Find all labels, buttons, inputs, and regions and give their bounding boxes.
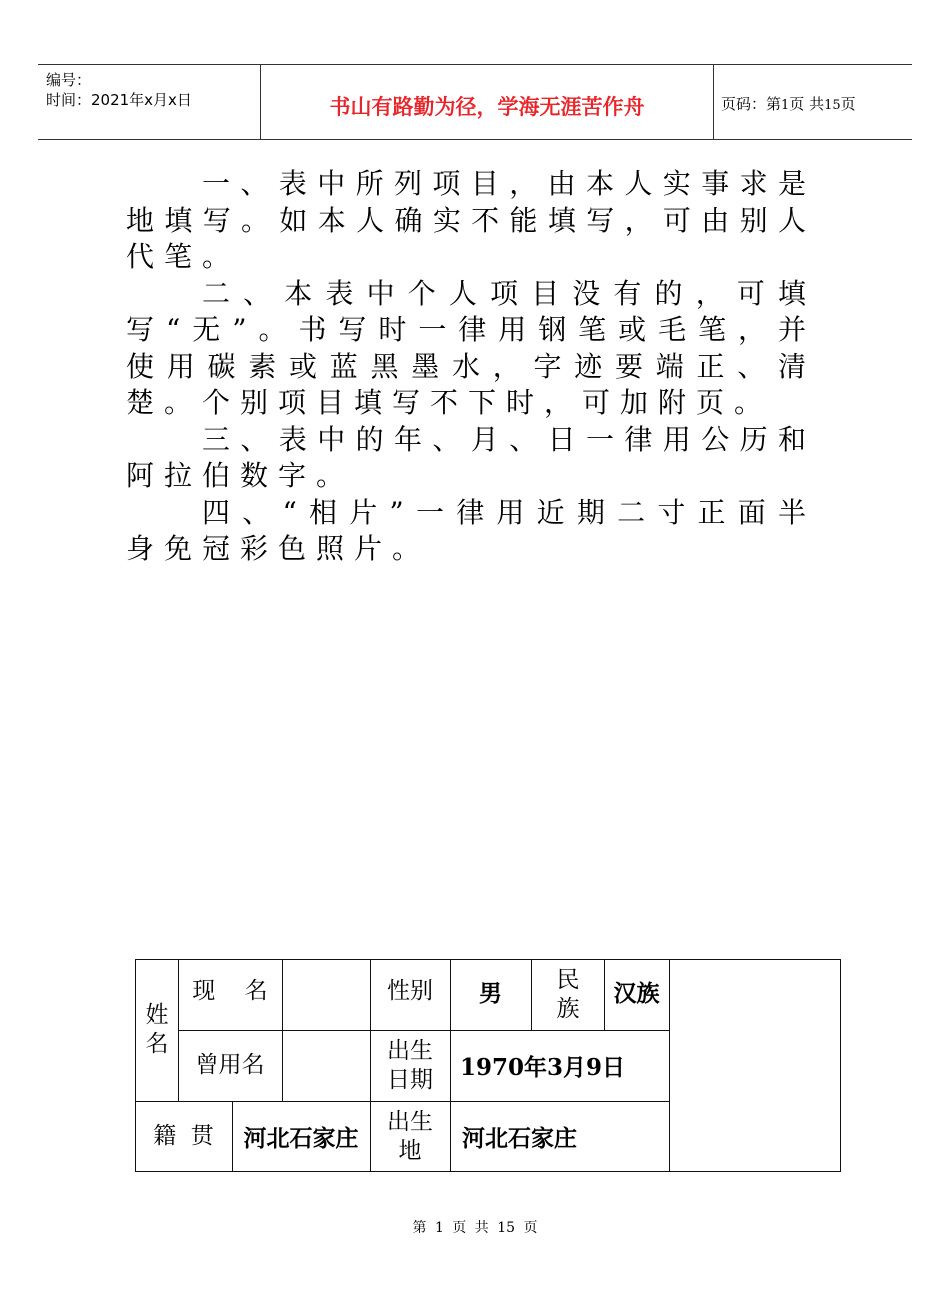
header-motto-cell: [260, 65, 714, 139]
gender-value[interactable]: 男: [479, 980, 502, 1007]
native-place-value[interactable]: 河北石家庄: [243, 1125, 359, 1152]
instructions: [126, 166, 816, 568]
page-total: 15: [824, 98, 841, 113]
motto: 书山有路勤为径，学海无涯苦作舟: [329, 95, 645, 119]
former-name-label: 曾用名: [195, 1052, 265, 1078]
birth-date-value[interactable]: 1970年3月9日: [460, 1054, 626, 1081]
photo-area: [669, 959, 841, 1172]
page-prefix: 页码：第: [721, 95, 782, 113]
birth-place-label: 出生地: [387, 1108, 433, 1164]
page-suffix: 页: [840, 95, 856, 113]
native-place-label: 籍 贯: [153, 1123, 214, 1149]
date-line: 时间：2021年x月x日: [46, 91, 192, 109]
instruction-2: 二、本表中个人项目没有的，可填写“无”。书写时一律用钢笔或毛笔，并使用碳素或蓝黑墨水，字迹要端正、清楚。个别项目填写不下时，可加附页。: [126, 276, 816, 419]
gender-label: 性别: [387, 978, 433, 1004]
instruction-1: 一、表中所列项目，由本人实事求是地填写。如本人确实不能填写，可由别人代笔。: [126, 167, 816, 273]
former-name-value[interactable]: [282, 1030, 370, 1101]
birth-place-value[interactable]: 河北石家庄: [462, 1125, 577, 1152]
instruction-4: 四、“相片”一律用近期二寸正面半身免冠彩色照片。: [126, 495, 816, 565]
col-divider-e: [531, 959, 532, 1030]
birth-date-label: 出生日期: [387, 1037, 433, 1093]
current-name-value[interactable]: [282, 959, 370, 1030]
page-header: [38, 64, 912, 140]
page-indicator: [721, 93, 856, 114]
name-label: 姓名: [145, 1002, 169, 1057]
ethnicity-label: 民族: [556, 966, 580, 1022]
ethnicity-value[interactable]: 汉族: [613, 980, 660, 1007]
header-meta: [38, 65, 260, 139]
header-page-info: [713, 65, 912, 139]
page-number: 1: [781, 98, 790, 113]
current-name-label: 现 名: [192, 978, 268, 1004]
page-mid: 页 共: [789, 95, 825, 113]
page-footer: 第 1 页 共 15 页: [412, 1220, 538, 1236]
instruction-3: 三、表中的年、月、日一律用公历和阿拉伯数字。: [126, 422, 816, 492]
serial-number-label: 编号：: [46, 71, 92, 89]
